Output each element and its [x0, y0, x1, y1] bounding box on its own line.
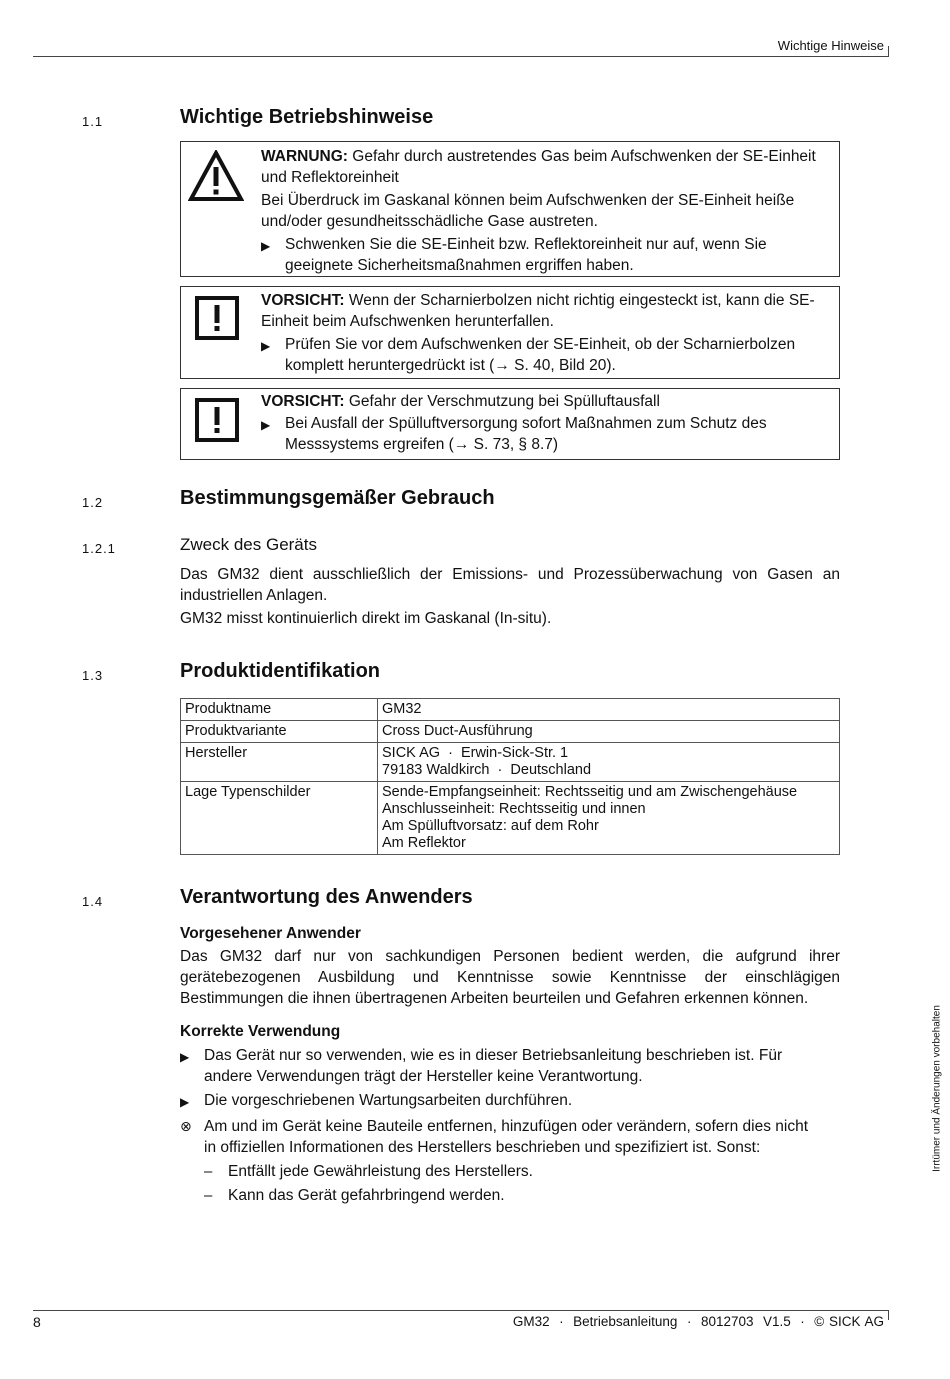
- caution-bullet: [261, 413, 833, 455]
- caution-bullet: [261, 334, 833, 376]
- dash-item-text: Kann das Gerät gefahrbringend werden.: [228, 1187, 505, 1204]
- footer-rule: [33, 1310, 889, 1311]
- caution-text-purge-air: [261, 391, 833, 455]
- section-number-1-4: 1.4: [82, 894, 104, 909]
- caution-bullet-text: Bei Ausfall der Spülluftversorgung sofort Maßnahmen zum Schutz des Messsystems ergreifen (→ S. 73, § 8.7): [285, 415, 767, 453]
- section-title-1-1: Wichtige Betriebshinweise: [180, 106, 434, 128]
- table-row: [181, 699, 840, 721]
- sidebar-note-text: Irrtümer und Änderungen vorbehalten: [931, 1005, 943, 1172]
- table-value-line: Sende-Empfangseinheit: Rechtsseitig und am Zwischengehäuse: [382, 784, 798, 800]
- table-value-line: SICK AG · Erwin-Sick-Str. 1: [382, 745, 569, 761]
- table-key-cell: Hersteller: [181, 743, 378, 782]
- section-title-1-3: Produktidentifikation: [180, 660, 380, 682]
- list-item-text: Das Gerät nur so verwenden, wie es in dieser Betriebsanleitung beschrieben ist. Für andere Verwendungen trägt der Hersteller keine Verantwortung.: [204, 1047, 783, 1085]
- list-item: [180, 1045, 820, 1087]
- table-row: [181, 743, 840, 782]
- header-tick: [888, 46, 889, 57]
- warning-bullet-text: Schwenken Sie die SE-Einheit bzw. Reflektoreinheit nur auf, wenn Sie geeignete Sicherheitsmaßnahmen ergriffen haben.: [285, 236, 767, 274]
- section-title-1-2-1: Zweck des Geräts: [180, 535, 317, 554]
- header-rule: [33, 56, 889, 57]
- dash-item: [180, 1161, 820, 1182]
- correct-use-list: [180, 1045, 820, 1206]
- caution-box-hinge-bolt: [180, 286, 840, 379]
- triangle-bullet-icon: ▶: [261, 239, 271, 253]
- warning-body: Bei Überdruck im Gaskanal können beim Aufschwenken der SE-Einheit heiße und/oder gesundheitsschädliche Gase austreten.: [261, 192, 795, 230]
- table-row: [181, 721, 840, 743]
- table-value-cell: [378, 782, 840, 855]
- caution-label: VORSICHT:: [261, 292, 345, 309]
- caution-box-purge-air: [180, 388, 840, 460]
- running-header: Wichtige Hinweise: [777, 38, 884, 53]
- footer-text: GM32 · Betriebsanleitung · 8012703 V1.5 · © SICK AG: [512, 1314, 884, 1329]
- dash-marker: –: [204, 1163, 213, 1180]
- page-number: 8: [33, 1314, 41, 1330]
- dash-marker: –: [204, 1187, 213, 1204]
- warning-triangle-icon: [188, 150, 244, 202]
- table-value-cell: [378, 721, 840, 743]
- caution-bullet-text: Prüfen Sie vor dem Aufschwenken der SE-Einheit, ob der Scharnierbolzen komplett heruntergedrückt ist (→ S. 40, Bild 20).: [285, 336, 796, 374]
- dash-item: [180, 1185, 820, 1206]
- caution-exclamation-icon: [195, 398, 239, 442]
- warning-bullet: [261, 234, 833, 276]
- list-item-text: Am und im Gerät keine Bauteile entfernen, hinzufügen oder verändern, sofern dies nicht in offiziellen Informationen des Herstellers beschrieben und spezifiziert ist. Sonst:: [204, 1118, 809, 1156]
- caution-title: Gefahr der Verschmutzung bei Spülluftausfall: [344, 393, 660, 410]
- table-value-line: Cross Duct-Ausführung: [382, 723, 533, 739]
- table-value-cell: [378, 699, 840, 721]
- caution-text-hinge-bolt: [261, 290, 833, 376]
- in-situ-paragraph: GM32 misst kontinuierlich direkt im Gaskanal (In-situ).: [180, 610, 552, 627]
- section-number-1-1: 1.1: [82, 114, 104, 129]
- product-identification-table: [180, 698, 840, 855]
- caution-heading: [261, 290, 833, 332]
- table-key-cell: Produktvariante: [181, 721, 378, 743]
- warning-title: Gefahr durch austretendes Gas beim Aufschwenken der SE-Einheit und Reflektoreinheit: [261, 148, 816, 186]
- table-key-cell: Produktname: [181, 699, 378, 721]
- section-title-1-2: Bestimmungsgemäßer Gebrauch: [180, 487, 495, 509]
- table-value-cell: [378, 743, 840, 782]
- section-title-1-4: Verantwortung des Anwenders: [180, 886, 473, 908]
- table-value-line: Am Spülluftvorsatz: auf dem Rohr: [382, 818, 599, 834]
- table-value-line: 79183 Waldkirch · Deutschland: [382, 762, 592, 778]
- caution-heading: [261, 391, 833, 412]
- caution-label: VORSICHT:: [261, 393, 345, 410]
- table-value-line: GM32: [382, 701, 422, 717]
- warning-label: WARNUNG:: [261, 148, 348, 165]
- sidebar-note: [930, 1005, 944, 1175]
- section-number-1-2-1: 1.2.1: [82, 541, 116, 556]
- list-item-text: Die vorgeschriebenen Wartungsarbeiten durchführen.: [204, 1092, 573, 1109]
- dash-item-text: Entfällt jede Gewährleistung des Herstellers.: [228, 1163, 533, 1180]
- prohibition-icon: ⊗: [180, 1118, 192, 1134]
- section-number-1-2: 1.2: [82, 495, 104, 510]
- table-key-cell: Lage Typenschilder: [181, 782, 378, 855]
- caution-exclamation-icon: [195, 296, 239, 340]
- triangle-bullet-icon: ▶: [261, 339, 271, 353]
- warning-box-gas: [180, 141, 840, 277]
- warning-heading: [261, 146, 833, 188]
- triangle-bullet-icon: ▶: [180, 1050, 190, 1064]
- correct-use-heading: Korrekte Verwendung: [180, 1023, 341, 1040]
- list-item: [180, 1090, 820, 1113]
- section-number-1-3: 1.3: [82, 668, 104, 683]
- table-row: [181, 782, 840, 855]
- triangle-bullet-icon: ▶: [261, 418, 271, 432]
- footer-tick: [888, 1310, 889, 1320]
- caution-title: Wenn der Scharnierbolzen nicht richtig eingesteckt ist, kann die SE-Einheit beim Aufschwenken herunterfallen.: [261, 292, 815, 330]
- intended-user-heading: Vorgesehener Anwender: [180, 925, 361, 942]
- table-value-line: Am Reflektor: [382, 835, 466, 851]
- triangle-bullet-icon: ▶: [180, 1095, 190, 1109]
- purpose-paragraph: Das GM32 dient ausschließlich der Emissions- und Prozessüberwachung von Gasen an industriellen Anlagen.: [180, 566, 840, 604]
- table-value-line: Anschlusseinheit: Rechtsseitig und innen: [382, 801, 646, 817]
- intended-user-paragraph: Das GM32 darf nur von sachkundigen Personen bedient werden, die aufgrund ihrer gerätebezogenen Ausbildung und Kenntnisse sowie Kenntnisse der einschlägigen Bestimmungen die ihnen übertragenen Arbeiten beurteilen und Gefahren erkennen können.: [180, 948, 840, 1007]
- list-item-prohibition: [180, 1116, 820, 1158]
- warning-text-gas: [261, 146, 833, 276]
